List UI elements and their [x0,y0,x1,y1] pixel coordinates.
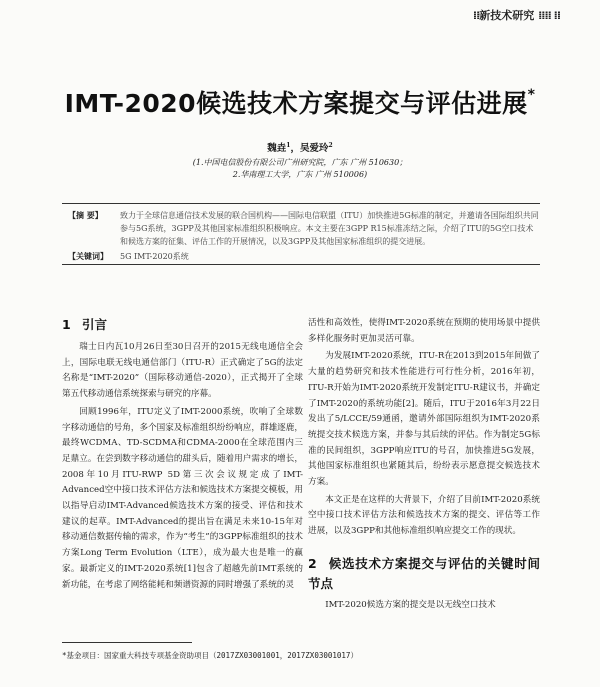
right-paragraph: 本文正是在这样的大背景下，介绍了目前IMT-2020系统空中接口技术评估方法和候选技术方案的提交、评估等工作进展，以及3GPP和其他标准组织响应提交工作的现状。 [308,494,540,537]
section-1-paragraph: 回顾1996年，ITU定义了IMT-2000系统，吹响了全球数字移动通信的号角，多个国家及标准组织纷纷响应，群雄逐鹿，最终WCDMA、TD-SCDMA和CDMA-2000在全球范围内三足鼎立。在尝到数字移动通信的甜头后，随着用户需求的增长，2008年10月ITU-RWP 5D第三次会议规定成了IMT-Advanced空中接口技术评估方法和候选技术方案提交模板，用以指导启动IMT-Advanced候选技术方案的接受、评估和技术建议的起草。IMT-Advanced的提出旨在满足未来10-15年对移动通信数据传输的需求，作为“考生”的3GPP标准组织的技术方案Long Term Evolution（LTE），成为最大也是唯一的赢家。最新定义的IMT-2020系统[1]包含了超越先前IMT系统的新功能，在考虑了网络能耗和频谱资源的同时增强了系统的灵 [62,406,303,590]
footnote-rule [62,642,192,643]
author-separator: ， [290,143,300,154]
column-name: 新技术研究 [479,9,535,22]
abstract-bottom-rule [62,264,540,265]
right-column [308,316,540,614]
section-1-paragraph: 瑞士日内瓦10月26日至30日召开的2015无线电通信全会上，国际电联无线电通信部门（ITU-R）正式确定了5G的法定名称是“IMT-2020”（国际移动通信-2020），正式揭开了全球第五代移动通信系统探索与研究的序幕。 [62,342,303,400]
author-1: 魏垚 [267,143,287,154]
section-1-number: 1 [62,317,71,332]
affiliation-2: 2.华南理工大学，广东 广州 510006) [232,170,368,179]
section-1-title: 引言 [82,317,108,332]
section-2-number: 2 [308,555,317,571]
keywords-text: 5G IMT-2020系统 [120,252,189,261]
title-footnote-mark: * [527,86,536,103]
section-2-title: 候选技术方案提交与评估的关键时间节点 [308,555,540,591]
funding-note: *基金项目：国家重大科技专项基金资助项目（2017ZX03001001，2017ZX03001017） [62,651,358,660]
keywords-label: 【关键词】 [68,252,108,261]
right-paragraph-continued: 活性和高效性，使得IMT-2020系统在预期的使用场景中提供多样化服务时更加灵活可靠。 [308,318,540,344]
right-paragraph: 为发展IMT-2020系统，ITU-R在2013到2015年间做了大量的趋势研究和技术性能进行可行性分析，2016年初，ITU-R开始为IMT-2020系统开发制定ITU-R建议书，并确定了IMT-2020的系统功能[2]。随后，ITU于2016年3月22日发出了5/LCCE/59通函，邀请外部国际组织为IMT-2020系统提交技术候选方案，并参与其后续的评估。作为制定5G标准的民间组织，3GPP响应ITU的号召，加快推进5G发展，其他国家标准组织也紧随其后，纷纷表示愿意提交候选技术方案。 [308,351,540,488]
author-line [0,140,600,154]
header-bars-right: ⁞⁞⁞⁞ ⁞⁞ [538,9,560,22]
section-1-heading [62,316,303,334]
abstract-label: 【摘 要】 [68,211,103,220]
author-2: 吴爱玲 [300,143,329,154]
affiliation-1: (1.中国电信股份有限公司广州研究院，广东 广州 510630； [192,158,408,167]
paper-title-text: IMT-2020候选技术方案提交与评估进展 [64,89,528,118]
column-header [473,7,560,23]
author-1-affil: 1 [286,141,291,149]
abstract-block [62,209,540,249]
section-2-paragraph: IMT-2020候选方案的提交是以无线空口技术 [325,599,496,610]
abstract-top-rule [62,203,540,204]
author-2-affil: 2 [328,141,333,149]
section-2-heading [308,554,540,594]
left-column [62,316,303,593]
header-bars-left: ⁞⁞ [472,9,480,22]
paper-title [0,84,600,120]
keywords-block [62,250,540,263]
abstract-text: 致力于全球信息通信技术发展的联合国机构——国际电信联盟（ITU）加快推进5G标准的制定，并邀请各国际组织共同参与5G系统，3GPP及其他国家标准组织积极响应。本文主要在3GPP R15标准冻结之际，介绍了ITU的5G空口技术和候选方案的征集、评估工作的开展情况，以及3GPP及其他国家标准组织的提交进展。 [120,211,539,246]
